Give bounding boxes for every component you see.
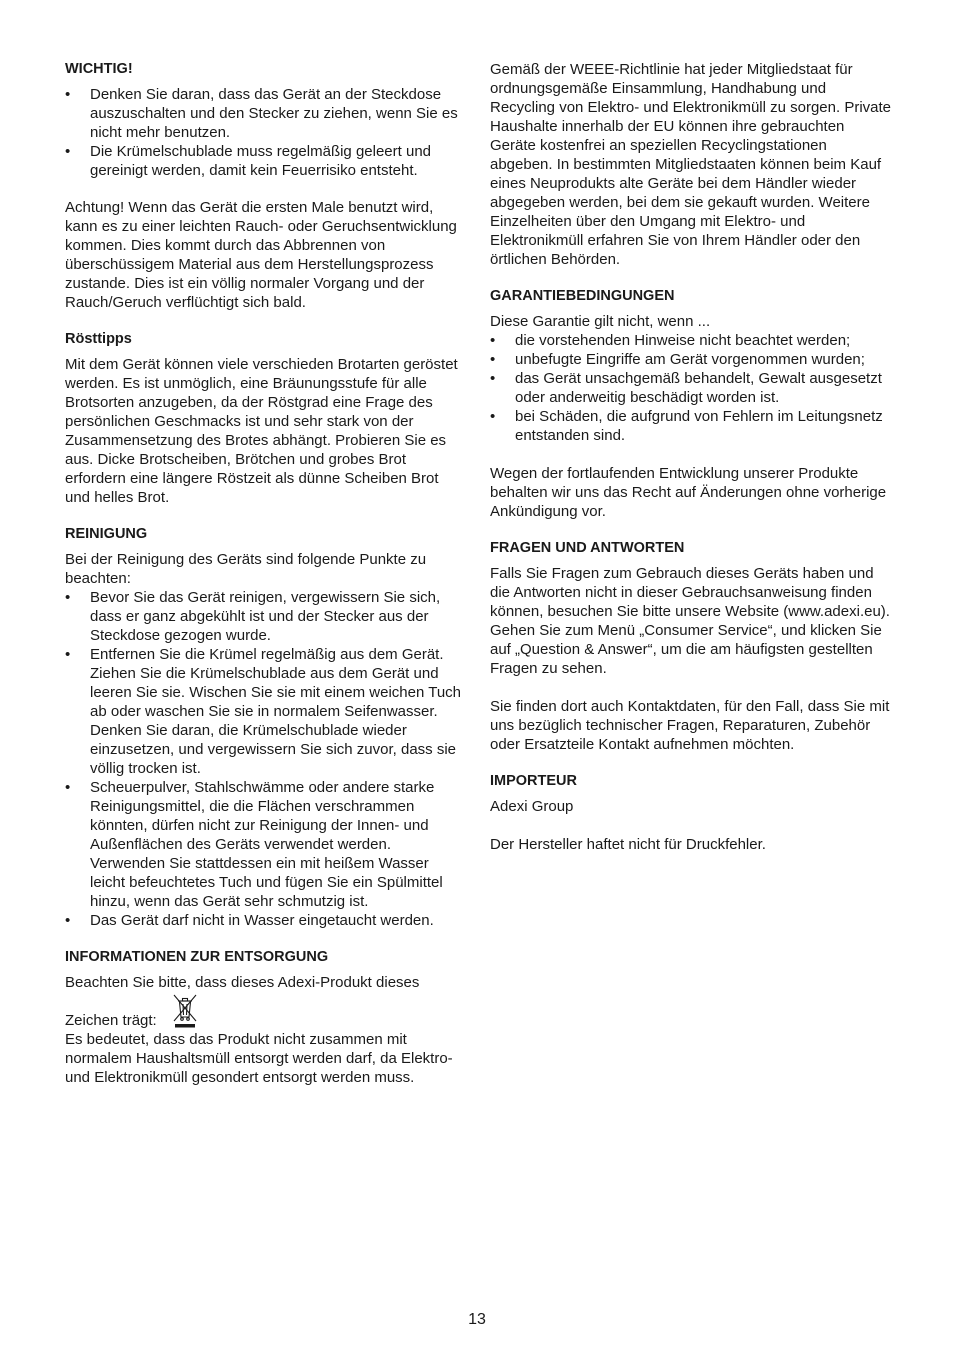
druckfehler-note: Der Hersteller haftet nicht für Druckfehler. (490, 836, 766, 853)
right-column (490, 60, 892, 854)
fragen-paragraph-2: Gehen Sie zum Menü „Consumer Service“, und klicken Sie auf „Question & Answer“, um die am häufigsten gestellten Fragen zu sehen. (490, 622, 882, 677)
crossed-out-bin-icon (172, 992, 198, 1028)
list-item: • Die Krümelschublade muss regelmäßig geleert und gereinigt werden, damit kein Feuerrisiko entsteht. (65, 142, 465, 180)
heading-garantie: GARANTIEBEDINGUNGEN (490, 288, 675, 304)
roesttipps-paragraph: Mit dem Gerät können viele verschieden Brotarten geröstet werden. Es ist unmöglich, eine Bräunungsstufe für alle Brotsorten anzugeben, da der Röstgrad eine Frage des persönlichen Geschmacks ist und sehr stark von der Zusammensetzung des Brotes abhängt. Probieren Sie es aus. Dicke Brotscheiben, Brötchen und grobes Brot erfordern eine längere Röstzeit als dünne Scheiben Brot und helles Brot. (65, 356, 458, 506)
list-item: • Bevor Sie das Gerät reinigen, vergewissern Sie sich, dass er ganz abgekühlt ist und der Stecker aus der Steckdose gezogen wurde. (65, 588, 465, 645)
reinigung-list (65, 588, 465, 930)
fragen-paragraph-1: Falls Sie Fragen zum Gebrauch dieses Geräts haben und die Antworten nicht in dieser Gebrauchsanweisung finden können, besuchen Sie bitte unsere Website (www.adexi.eu). (490, 565, 890, 620)
garantie-list (490, 331, 892, 445)
heading-fragen: FRAGEN UND ANTWORTEN (490, 540, 685, 556)
heading-importeur: IMPORTEUR (490, 773, 577, 789)
list-item: • das Gerät unsachgemäß behandelt, Gewalt ausgesetzt oder anderweitig beschädigt worden ist. (490, 369, 892, 407)
entsorgung-paragraph: Es bedeutet, dass das Produkt nicht zusammen mit normalem Haushaltsmüll entsorgt werden darf, da Elektro- und Elektronikmüll gesondert entsorgt werden muss. (65, 1031, 453, 1086)
heading-reinigung: REINIGUNG (65, 526, 148, 542)
wichtig-list (65, 85, 465, 180)
heading-wichtig: WICHTIG! (65, 61, 133, 77)
list-item: • Das Gerät darf nicht in Wasser eingetaucht werden. (65, 911, 465, 930)
list-item: • Scheuerpulver, Stahlschwämme oder andere starke Reinigungsmittel, die die Flächen verschrammen könnten, dürfen nicht zur Reinigung der Innen- und Außenflächen des Geräts verwendet werden. Verwenden Sie stattdessen ein mit heißem Wasser leicht befeuchtetes Tuch und fügen Sie ein Spülmittel hinzu, wenn das Gerät sehr schmutzig ist. (65, 778, 465, 911)
page-number: 13 (468, 1311, 486, 1328)
left-column (65, 60, 465, 1087)
entsorgung-line2: Zeichen trägt: (65, 1012, 157, 1029)
entsorgung-line1: Beachten Sie bitte, dass dieses Adexi-Produkt dieses (65, 974, 420, 991)
weee-paragraph: Gemäß der WEEE-Richtlinie hat jeder Mitgliedstaat für ordnungsgemäße Einsammlung, Handhabung und Recycling von Elektro- und Elektronikmüll zu sorgen. Private Haushalte innerhalb der EU können ihre gebrauchten Geräte kostenfrei an speziellen Recyclingstationen abgeben. In bestimmten Mitgliedstaaten können beim Kauf eines Neuprodukts alte Geräte bei dem Händler wieder abgegeben werden, bei dem sie gekauft wurden. Weitere Einzelheiten über den Umgang mit Elektro- und Elektronikmüll erfahren Sie von Ihrem Händler oder den örtlichen Behörden. (490, 61, 892, 268)
garantie-note: Wegen der fortlaufenden Entwicklung unserer Produkte behalten wir uns das Recht auf Änderungen ohne vorherige Ankündigung vor. (490, 465, 887, 520)
importeur-name: Adexi Group (490, 798, 574, 815)
fragen-paragraph-3: Sie finden dort auch Kontaktdaten, für den Fall, dass Sie mit uns bezüglich technischer Fragen, Reparaturen, Zubehör oder Ersatzteile Kontakt aufnehmen möchten. (490, 698, 890, 753)
list-item: • die vorstehenden Hinweise nicht beachtet werden; (490, 331, 892, 350)
list-item: • Entfernen Sie die Krümel regelmäßig aus dem Gerät. Ziehen Sie die Krümelschublade aus dem Gerät und leeren Sie sie. Wischen Sie sie mit einem weichen Tuch ab oder waschen Sie sie in normalem Seifenwasser. Denken Sie daran, die Krümelschublade wieder einzusetzen, und vergewissern Sie sich zuvor, dass sie völlig trocken ist. (65, 645, 465, 778)
list-item: • bei Schäden, die aufgrund von Fehlern im Leitungsnetz entstanden sind. (490, 407, 892, 445)
reinigung-intro: Bei der Reinigung des Geräts sind folgende Punkte zu beachten: (65, 551, 427, 587)
heading-entsorgung: INFORMATIONEN ZUR ENTSORGUNG (65, 949, 329, 965)
heading-roesttipps: Rösttipps (65, 331, 132, 347)
garantie-intro: Diese Garantie gilt nicht, wenn ... (490, 313, 711, 330)
list-item: • unbefugte Eingriffe am Gerät vorgenommen wurden; (490, 350, 892, 369)
weee-symbol-line (65, 992, 465, 1030)
achtung-paragraph: Achtung! Wenn das Gerät die ersten Male benutzt wird, kann es zu einer leichten Rauch- oder Geruchsentwicklung kommen. Dies kommt durch das Abbrennen von überschüssigem Material aus dem Herstellungsprozess zustande. Dies ist ein völlig normaler Vorgang und der Rauch/Geruch verflüchtigt sich bald. (65, 199, 457, 311)
list-item: • Denken Sie daran, dass das Gerät an der Steckdose auszuschalten und den Stecker zu ziehen, wenn Sie es nicht mehr benutzen. (65, 85, 465, 142)
